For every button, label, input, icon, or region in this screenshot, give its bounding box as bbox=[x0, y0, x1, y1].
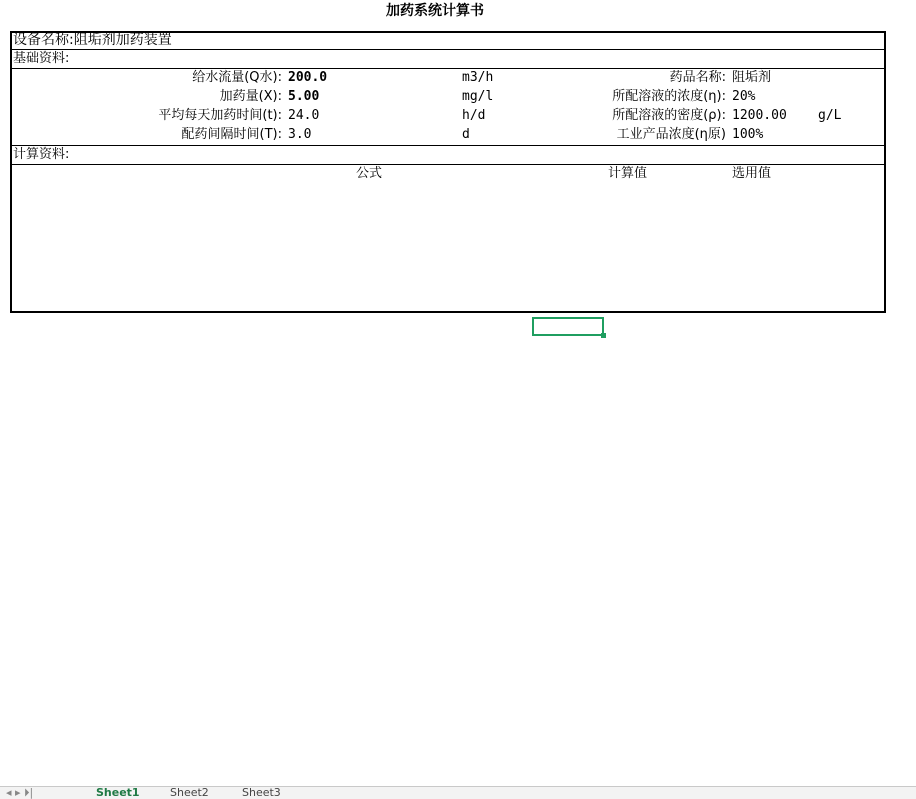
param-value: 5.00 bbox=[288, 89, 320, 104]
equipment-name: 设备名称:阻垢剂加药装置 bbox=[13, 32, 172, 48]
param-value-right: 100% bbox=[732, 127, 764, 142]
param-unit: d bbox=[462, 127, 470, 142]
param-value-right: 阻垢剂 bbox=[732, 70, 772, 85]
param-value-right: 20% bbox=[732, 89, 756, 104]
param-label-right: 药品名称: bbox=[669, 70, 726, 85]
tab-nav-arrows-icon[interactable]: ◂ ▸ ⏵| bbox=[6, 786, 34, 799]
divider bbox=[10, 49, 886, 50]
divider bbox=[10, 164, 886, 165]
divider bbox=[10, 145, 886, 146]
col-header-formula: 公式 bbox=[356, 166, 383, 181]
tab-sheet1[interactable]: Sheet1 bbox=[96, 786, 140, 799]
calc-label: 计算资料: bbox=[13, 147, 70, 162]
col-header-calc: 计算值 bbox=[608, 166, 648, 181]
col-header-select: 选用值 bbox=[732, 166, 772, 181]
param-value: 24.0 bbox=[288, 108, 320, 123]
tab-sheet3[interactable]: Sheet3 bbox=[242, 786, 281, 799]
divider bbox=[10, 68, 886, 69]
param-label: 加药量(X): bbox=[219, 89, 282, 104]
sheet-tab-bar bbox=[0, 786, 916, 799]
sheet-title: 加药系统计算书 bbox=[386, 3, 484, 19]
tab-sheet2[interactable]: Sheet2 bbox=[170, 786, 209, 799]
param-value: 3.0 bbox=[288, 127, 312, 142]
param-unit: mg/l bbox=[462, 89, 494, 104]
param-value-right: 1200.00 bbox=[732, 108, 787, 123]
param-label: 给水流量(Q水): bbox=[192, 70, 282, 85]
param-label-right: 工业产品浓度(η原) bbox=[616, 127, 726, 142]
density-unit: g/L bbox=[818, 108, 842, 123]
param-label-right: 所配溶液的密度(ρ): bbox=[612, 108, 726, 123]
param-label-right: 所配溶液的浓度(η): bbox=[612, 89, 726, 104]
basic-label: 基础资料: bbox=[13, 51, 70, 66]
param-unit: h/d bbox=[462, 108, 486, 123]
param-unit: m3/h bbox=[462, 70, 494, 85]
param-label: 平均每天加药时间(t): bbox=[158, 108, 282, 123]
param-value: 200.0 bbox=[288, 70, 328, 85]
param-label: 配药间隔时间(T): bbox=[181, 127, 282, 142]
selected-cell[interactable] bbox=[532, 317, 604, 336]
